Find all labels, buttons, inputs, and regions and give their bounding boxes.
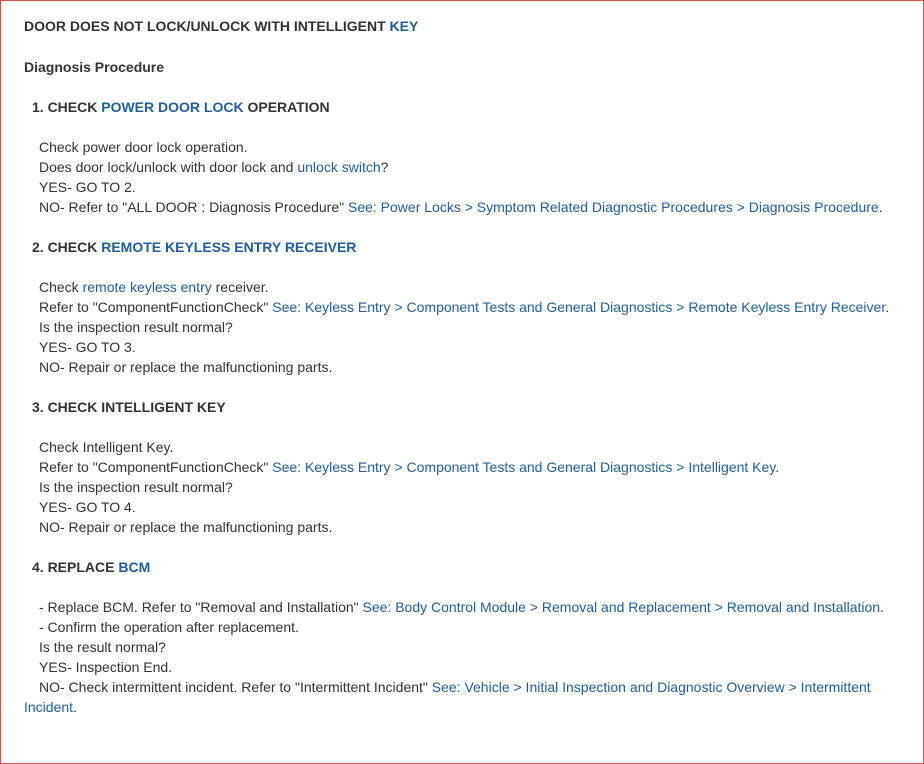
step-line: YES- Inspection End. (39, 659, 173, 675)
step-heading-prefix: 2. CHECK (32, 239, 102, 255)
step-body (24, 597, 904, 717)
step-heading (24, 557, 904, 577)
line-text: receiver. (211, 279, 269, 295)
step-line: Is the inspection result normal? (39, 479, 233, 495)
step-line: - Confirm the operation after replacement. (39, 619, 299, 635)
line-text: Refer to "ComponentFunctionCheck" (39, 459, 273, 475)
step-heading-prefix: 1. CHECK (32, 99, 102, 115)
step-heading: 3. CHECK INTELLIGENT KEY (32, 399, 226, 415)
step-3 (24, 397, 904, 537)
intelligent-key-test-link[interactable]: See: Keyless Entry > Component Tests and General Diagnostics > Intelligent Key (272, 459, 776, 475)
spacer (24, 377, 904, 397)
step-line: Is the inspection result normal? (39, 319, 233, 335)
unlock-switch-link[interactable]: unlock switch (297, 159, 381, 175)
step-line (39, 277, 904, 297)
line-text: Refer to "ComponentFunctionCheck" (39, 299, 273, 315)
step-line: YES- GO TO 3. (39, 339, 136, 355)
step-4 (24, 557, 904, 717)
spacer (24, 77, 904, 97)
section-subtitle: Diagnosis Procedure (24, 59, 165, 75)
step-heading (24, 97, 904, 117)
line-text: . (878, 199, 883, 215)
line-text: NO- Check intermittent incident. Refer to "Intermittent Incident" (39, 679, 432, 695)
line-text: . (775, 459, 780, 475)
line-text: . (73, 699, 77, 715)
spacer (24, 577, 904, 597)
page-title (24, 16, 904, 36)
step-heading-suffix: OPERATION (243, 99, 330, 115)
step-line: Check power door lock operation. (39, 139, 248, 155)
page-title-text: DOOR DOES NOT LOCK/UNLOCK WITH INTELLIGENT (24, 18, 390, 34)
page-title-key-link[interactable]: KEY (389, 18, 419, 34)
step-line (39, 157, 904, 177)
spacer (24, 537, 904, 557)
step-heading-prefix: 4. REPLACE (32, 559, 119, 575)
step-2 (24, 237, 904, 377)
intermittent-incident-link[interactable]: See: Vehicle > Initial Inspection and Diagnostic Overview > Intermittent Incident (24, 679, 871, 715)
step-line (39, 297, 904, 317)
step-body (24, 137, 904, 217)
document-content (24, 16, 904, 717)
remote-keyless-entry-link[interactable]: remote keyless entry (82, 279, 212, 295)
line-text: . (880, 599, 884, 615)
step-line: Is the result normal? (39, 639, 166, 655)
line-text: Does door lock/unlock with door lock and (39, 159, 298, 175)
step-line (39, 197, 904, 217)
bcm-link[interactable]: BCM (118, 559, 151, 575)
power-locks-diagnosis-link[interactable]: See: Power Locks > Symptom Related Diagnostic Procedures > Diagnosis Procedure (347, 199, 879, 215)
step-line: NO- Repair or replace the malfunctioning parts. (39, 519, 333, 535)
step-line: NO- Repair or replace the malfunctioning parts. (39, 359, 333, 375)
step-line: YES- GO TO 4. (39, 499, 136, 515)
line-text: - Replace BCM. Refer to "Removal and Installation" (39, 599, 363, 615)
step-heading-link[interactable]: REMOTE KEYLESS ENTRY RECEIVER (101, 239, 357, 255)
step-line: YES- GO TO 2. (39, 179, 136, 195)
line-text: NO- Refer to "ALL DOOR : Diagnosis Procedure" (39, 199, 348, 215)
bcm-removal-installation-link[interactable]: See: Body Control Module > Removal and Replacement > Removal and Installation (362, 599, 881, 615)
spacer (24, 417, 904, 437)
step-line (24, 677, 904, 717)
spacer (24, 257, 904, 277)
step-line: Check Intelligent Key. (39, 439, 174, 455)
spacer (24, 117, 904, 137)
step-body (24, 437, 904, 537)
step-heading-link[interactable]: POWER DOOR LOCK (101, 99, 244, 115)
keyless-entry-receiver-link[interactable]: See: Keyless Entry > Component Tests and General Diagnostics > Remote Keyless Entry Receiver (272, 299, 886, 315)
line-text: ? (380, 159, 389, 175)
spacer (24, 217, 904, 237)
line-text: . (885, 299, 890, 315)
step-heading (24, 237, 904, 257)
step-line (39, 457, 904, 477)
step-body (24, 277, 904, 377)
step-line (39, 597, 904, 617)
line-text: Check (39, 279, 83, 295)
step-1 (24, 97, 904, 217)
